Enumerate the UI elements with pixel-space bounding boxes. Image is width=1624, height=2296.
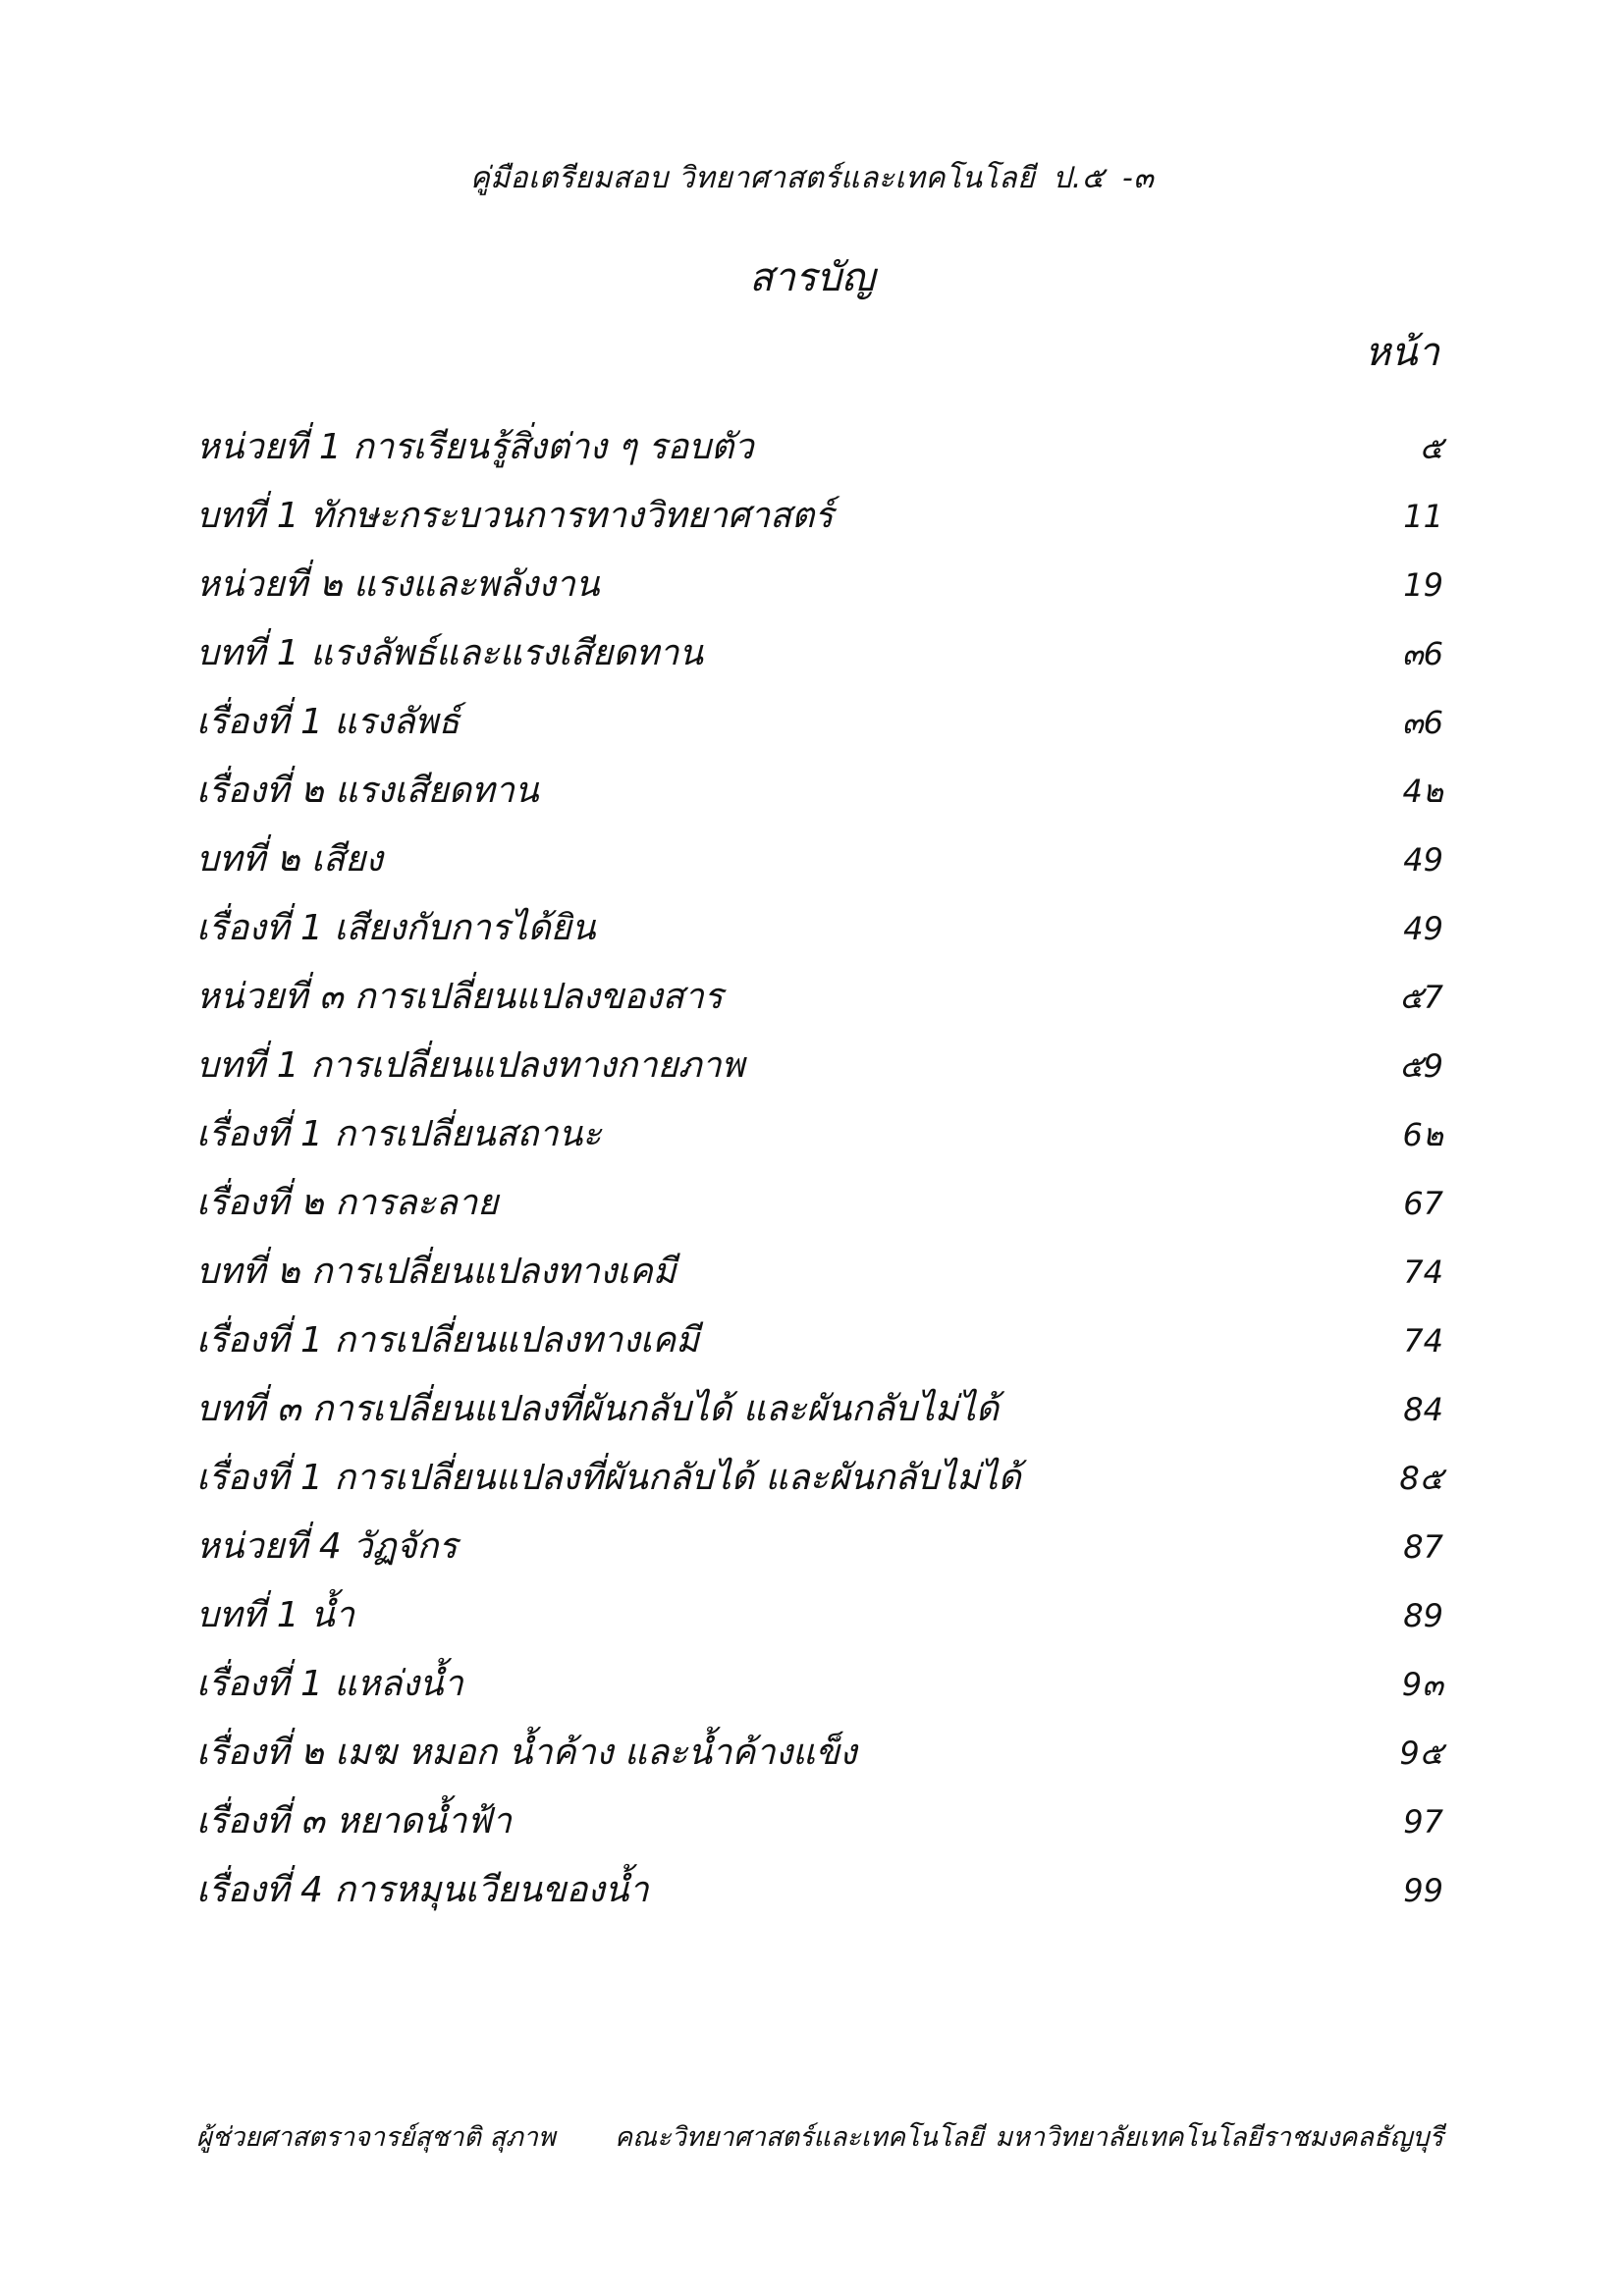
toc-entry [196,695,1443,764]
toc-entry [196,970,1443,1039]
toc-entry-page-number: ๕9 [1399,1047,1443,1085]
toc-entry-label: บทที่ 1 น้ำ [196,1595,354,1635]
toc-entry [196,1039,1443,1107]
toc-entry-label: บทที่ ๓ การเปลี่ยนแปลงที่ผันกลับได้ และผันกลับไม่ได้ [196,1389,1000,1429]
header-page-ref: -๓ [1121,161,1155,195]
toc-entry-label: บทที่ 1 แรงลัพธ์และแรงเสียดทาน [196,633,704,673]
toc-entry-label: บทที่ 1 การเปลี่ยนแปลงทางกายภาพ [196,1045,745,1086]
toc-entry-page-number: 89 [1403,1597,1443,1634]
toc-entry-label: หน่วยที่ 1 การเรียนรู้สิ่งต่าง ๆ รอบตัว [196,427,754,467]
toc-entry [196,1657,1443,1726]
toc-entry [196,1726,1443,1794]
toc-entry-page-number: 84 [1403,1391,1443,1428]
toc-entry [196,1313,1443,1382]
toc-entry [196,832,1443,901]
toc-entry-label: หน่วยที่ 4 วัฏจักร [196,1526,458,1567]
toc-entry-label: บทที่ ๒ การเปลี่ยนแปลงทางเคมี [196,1252,677,1292]
footer-faculty: คณะวิทยาศาสตร์และเทคโนโลยี [615,2122,984,2153]
toc-entry-page-number: ๓6 [1401,635,1443,672]
toc-entry-page-number: 49 [1403,910,1443,947]
toc-entry [196,1794,1443,1863]
toc-entry-label: เรื่องที่ 1 การเปลี่ยนแปลงทางเคมี [196,1320,699,1361]
toc-entry-label: เรื่องที่ 1 การเปลี่ยนแปลงที่ผันกลับได้ และผันกลับไม่ได้ [196,1458,1021,1498]
toc-entry-page-number: 97 [1403,1803,1443,1841]
toc-entry-page-number: ๕7 [1399,979,1443,1016]
toc-entry-label: เรื่องที่ ๒ เมฆ หมอก น้ำค้าง และน้ำค้างแข็ง [196,1733,857,1773]
toc-entry [196,764,1443,832]
toc-entry-label: หน่วยที่ ๓ การเปลี่ยนแปลงของสาร [196,977,724,1017]
toc-entry-page-number: 9๕ [1399,1735,1443,1772]
toc-entry-label: เรื่องที่ 1 เสียงกับการได้ยิน [196,908,596,948]
toc-entry [196,1107,1443,1176]
toc-entry-label: เรื่องที่ ๒ แรงเสียดทาน [196,771,539,811]
toc-entry [196,626,1443,695]
header-grade: ป.๕ [1053,161,1105,195]
toc-entry [196,1520,1443,1588]
page-column-label: หน้า [1364,330,1439,375]
toc-entry [196,1245,1443,1313]
header-book-title: คู่มือเตรียมสอบ วิทยาศาสตร์และเทคโนโลยี [469,161,1036,195]
toc-entry-page-number: 87 [1403,1528,1443,1566]
toc-entry [196,1588,1443,1657]
toc-entry [196,1176,1443,1245]
toc-entry-label: หน่วยที่ ๒ แรงและพลังงาน [196,564,600,605]
page-title: สารบัญ [749,255,875,300]
toc-entry-page-number: ๕ [1419,429,1443,466]
toc-entry [196,489,1443,558]
toc-entry-page-number: 74 [1403,1254,1443,1291]
toc-entry [196,1382,1443,1451]
toc-entry-page-number: 19 [1403,566,1443,604]
toc-entry-page-number: 6๒ [1402,1116,1443,1153]
toc-entry [196,1863,1443,1932]
toc-entry-label: เรื่องที่ 1 การเปลี่ยนสถานะ [196,1114,602,1154]
toc-entry-page-number: 67 [1403,1185,1443,1222]
toc-entry-page-number: 74 [1403,1322,1443,1360]
toc-entry-page-number: 11 [1403,498,1443,535]
toc-entry-label: เรื่องที่ 1 แรงลัพธ์ [196,702,460,742]
toc-entry-page-number: ๓6 [1401,704,1443,741]
toc-entry [196,901,1443,970]
toc-entry-page-number: 9๓ [1401,1666,1443,1703]
toc-entry [196,558,1443,626]
toc-entry-page-number: 8๕ [1399,1460,1443,1497]
toc-entry [196,420,1443,489]
toc-entry-page-number: 49 [1403,841,1443,879]
table-of-contents [196,420,1443,1932]
toc-entry-label: เรื่องที่ ๓ หยาดน้ำฟ้า [196,1801,513,1842]
running-header [0,155,1624,201]
toc-entry-page-number: 4๒ [1402,773,1443,810]
toc-entry-label: เรื่องที่ 1 แหล่งน้ำ [196,1664,463,1704]
toc-entry-label: บทที่ 1 ทักษะกระบวนการทางวิทยาศาสตร์ [196,496,834,536]
footer-university: มหาวิทยาลัยเทคโนโลยีราชมงคลธัญบุรี [995,2122,1443,2153]
toc-entry-label: บทที่ ๒ เสียง [196,839,383,880]
toc-entry-label: เรื่องที่ ๒ การละลาย [196,1183,499,1223]
footer-author: ผู้ช่วยศาสตราจารย์สุชาติ สุภาพ [196,2122,556,2153]
toc-entry-label: เรื่องที่ 4 การหมุนเวียนของน้ำ [196,1870,649,1910]
toc-entry-page-number: 99 [1403,1872,1443,1909]
toc-entry [196,1451,1443,1520]
